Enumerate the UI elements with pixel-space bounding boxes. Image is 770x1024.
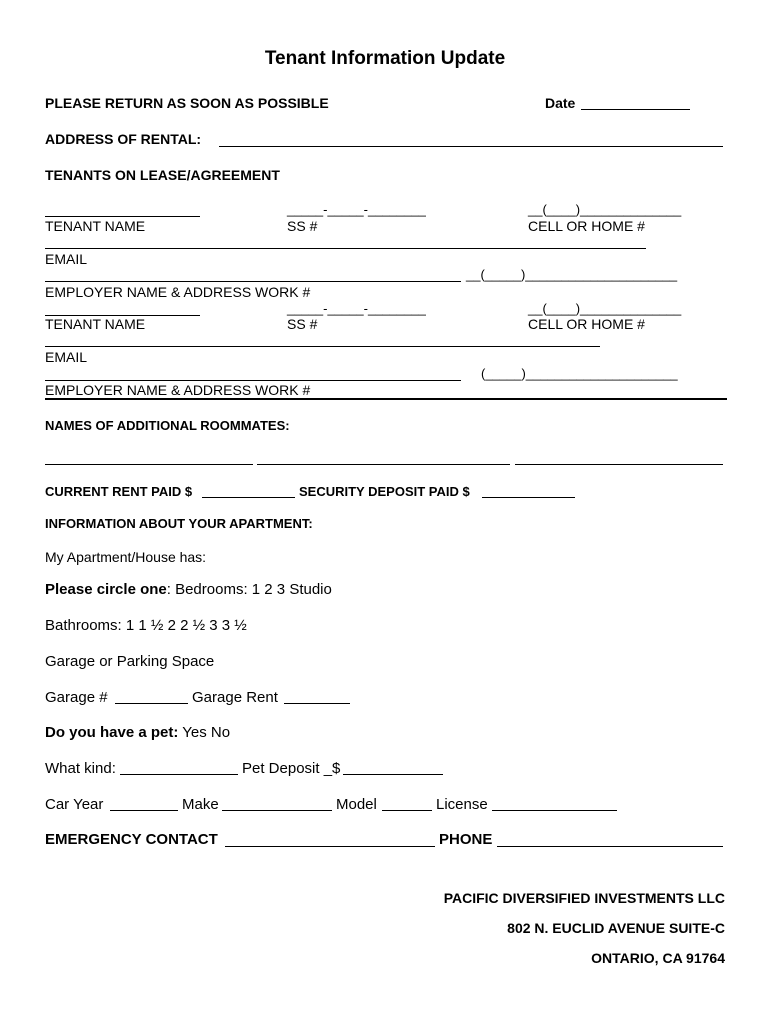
email-field[interactable]: [45, 248, 646, 249]
bathrooms-options[interactable]: Bathrooms: 1 1 ½ 2 2 ½ 3 3 ½: [45, 617, 247, 634]
what-kind-field[interactable]: [120, 774, 238, 775]
cell-label: CELL OR HOME #: [528, 316, 645, 332]
model-field[interactable]: [382, 810, 432, 811]
ss-label: SS #: [287, 218, 318, 234]
work-phone-field[interactable]: __(_____)_____________________: [466, 267, 678, 282]
employer-field[interactable]: [45, 281, 461, 282]
email-field[interactable]: [45, 346, 600, 347]
address-label: ADDRESS OF RENTAL:: [45, 131, 202, 147]
license-field[interactable]: [492, 810, 617, 811]
pet-deposit-label: Pet Deposit _$: [242, 760, 341, 777]
phone-label: PHONE: [439, 831, 493, 848]
garage-rent-field[interactable]: [284, 703, 350, 704]
employer-label: EMPLOYER NAME & ADDRESS WORK #: [45, 382, 311, 398]
return-notice: PLEASE RETURN AS SOON AS POSSIBLE: [45, 95, 329, 111]
garage-parking-label: Garage or Parking Space: [45, 653, 215, 670]
roommate-field[interactable]: [45, 464, 253, 465]
cell-field[interactable]: __(____)______________: [528, 202, 682, 217]
circle-one-label: Please circle one: [45, 581, 167, 598]
tenant-name-label: TENANT NAME: [45, 218, 146, 234]
date-field[interactable]: [581, 109, 690, 110]
apartment-has: My Apartment/House has:: [45, 549, 207, 565]
garage-rent-label: Garage Rent: [192, 689, 278, 706]
pet-row: [45, 724, 230, 741]
make-label: Make: [182, 796, 219, 813]
license-label: License: [436, 796, 488, 813]
employer-label: EMPLOYER NAME & ADDRESS WORK #: [45, 284, 311, 300]
make-field[interactable]: [222, 810, 332, 811]
security-deposit-field[interactable]: [482, 497, 575, 498]
emergency-phone-field[interactable]: [497, 846, 723, 847]
form-title: Tenant Information Update: [264, 48, 506, 69]
current-rent-label: CURRENT RENT PAID $: [45, 484, 193, 499]
pet-deposit-field[interactable]: [343, 774, 443, 775]
tenants-heading: TENANTS ON LEASE/AGREEMENT: [45, 167, 280, 183]
tenant-name-field[interactable]: [45, 216, 200, 217]
bedrooms-row: [45, 581, 332, 598]
garage-num-field[interactable]: [115, 703, 188, 704]
email-label: EMAIL: [45, 349, 88, 365]
work-phone-field[interactable]: (_____)_____________________: [481, 366, 678, 381]
emergency-label: EMERGENCY CONTACT: [45, 831, 218, 848]
ss-field[interactable]: _____-_____-________: [287, 301, 426, 316]
model-label: Model: [336, 796, 377, 813]
garage-num-label: Garage #: [45, 689, 108, 706]
address-field[interactable]: [219, 146, 723, 147]
car-year-label: Car Year: [45, 796, 104, 813]
apartment-heading: INFORMATION ABOUT YOUR APARTMENT:: [45, 516, 313, 531]
cell-label: CELL OR HOME #: [528, 218, 645, 234]
ss-label: SS #: [287, 316, 318, 332]
employer-field[interactable]: [45, 380, 461, 381]
car-year-field[interactable]: [110, 810, 178, 811]
current-rent-field[interactable]: [202, 497, 295, 498]
what-kind-label: What kind:: [45, 760, 116, 777]
tenant-name-label: TENANT NAME: [45, 316, 146, 332]
security-deposit-label: SECURITY DEPOSIT PAID $: [299, 484, 470, 499]
bedrooms-options[interactable]: : Bedrooms: 1 2 3 Studio: [166, 581, 332, 598]
cell-field[interactable]: __(____)______________: [528, 301, 682, 316]
company-name: PACIFIC DIVERSIFIED INVESTMENTS LLC: [443, 890, 725, 906]
pet-question: Do you have a pet:: [45, 724, 179, 741]
roommates-heading: NAMES OF ADDITIONAL ROOMMATES:: [45, 418, 290, 433]
roommate-field[interactable]: [257, 464, 510, 465]
roommate-field[interactable]: [515, 464, 723, 465]
company-address-line1: 802 N. EUCLID AVENUE SUITE-C: [507, 920, 725, 936]
ss-field[interactable]: _____-_____-________: [287, 202, 426, 217]
company-address-line2: ONTARIO, CA 91764: [591, 950, 725, 966]
email-label: EMAIL: [45, 251, 88, 267]
section-divider: [45, 398, 727, 400]
date-label: Date: [545, 95, 576, 111]
emergency-field[interactable]: [225, 846, 435, 847]
pet-options[interactable]: Yes No: [182, 724, 231, 741]
